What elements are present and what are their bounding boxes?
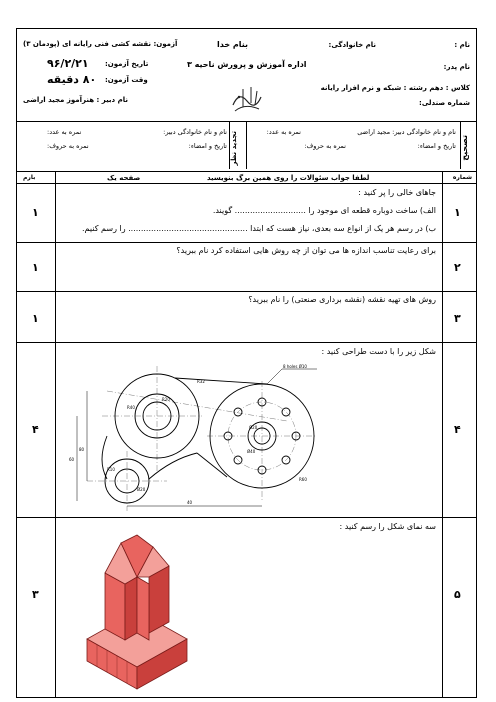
exam-sheet [16, 28, 477, 698]
question-line: الف) ساخت دوباره قطعه ای موجود را ............................ گویند. [212, 206, 436, 215]
dim-label: Ø40 [247, 449, 256, 454]
iso-tower-left [105, 573, 125, 640]
question-score: ۱ [32, 206, 39, 219]
family-label: نام خانوادگی: [328, 41, 376, 49]
question-score: ۱ [32, 312, 39, 325]
name-label: نام : [454, 41, 470, 49]
question-score: ۳ [32, 588, 39, 601]
first-date: تاریخ و امضاء: [417, 142, 456, 150]
second-date: تاریخ و امضاء: [188, 142, 227, 150]
dim-label: R60 [299, 477, 307, 482]
isometric-object [67, 529, 207, 694]
question-line: سه نمای شکل را رسم کنید : [339, 522, 436, 531]
exam-title: آزمون: نقشه کشی فنی رایانه ای (پودمان ۳) [23, 40, 178, 48]
calligraphy-logo [229, 85, 265, 115]
second-teacher: نام و نام خانوادگی دبیر: [163, 128, 227, 136]
first-grading-label: تصحیح [460, 135, 469, 161]
first-teacher: نام و نام خانوادگی دبیر: مجید اراضی [357, 128, 456, 136]
column-row-number: شماره [452, 174, 472, 181]
class-label: کلاس : دهم رشته : شبکه و نرم افزار رایانه [320, 84, 470, 92]
office-name: اداره آموزش و پرورش ناحیه ۳ [187, 60, 307, 69]
exam-time-label: وقت آزمون: [105, 76, 148, 84]
second-grading-label: تجدید نظر [230, 131, 238, 166]
iso-tower-right [149, 566, 169, 633]
dim-label: R20 [162, 397, 170, 402]
instruction: لطفا جواب سئوالات را روی همین برگ بنویسید [207, 174, 370, 182]
question-score: ۱ [32, 261, 39, 274]
dim-label: 60 [69, 457, 75, 462]
question-line: روش های تهیه نقشه (نقشه برداری صنعتی) را نام ببرید؟ [248, 295, 436, 304]
dim-label: R32 [197, 379, 205, 384]
bismillah: بنام خدا [217, 40, 249, 49]
question-score: ۴ [32, 423, 39, 436]
box-number-label: شماره صندلی: [419, 99, 470, 107]
question-line: ب) در رسم هر یک از انواع سه بعدی، نیاز هست که ابتدا ............................................... را رسم کنیم. [82, 224, 436, 233]
second-score-word: نمره به حروف: [47, 142, 89, 150]
dim-label: Ø20 [249, 425, 258, 430]
question-number: ۵ [454, 588, 461, 601]
teacher-label: نام دبیر : هنرآموز مجید اراضی [23, 96, 128, 104]
first-score-word: نمره به حروف: [304, 142, 346, 150]
dim-label: R10 [107, 467, 115, 472]
question-line: برای رعایت تناسب اندازه ها می توان از چه روش هایی استفاده کرد نام ببرید؟ [176, 246, 436, 255]
exam-date: ۹۶/۲/۲۱ [47, 57, 89, 70]
dim-label: 80 [79, 447, 85, 452]
first-score-num: نمره به عدد: [266, 128, 301, 136]
exam-time: ۸۰ دقیقه [47, 73, 97, 86]
page-number: صفحه یک [107, 174, 141, 182]
question-line: جاهای خالی را پر کنید : [358, 188, 436, 197]
second-score-num: نمره به عدد: [47, 128, 82, 136]
father-label: نام پدر: [443, 63, 470, 71]
dim-label: R40 [127, 405, 135, 410]
question-number: ۱ [454, 206, 461, 219]
holes-note: 8 holes Ø10 [283, 364, 307, 369]
iso-tower-left-side [125, 577, 137, 640]
exam-date-label: تاریخ آزمون: [105, 60, 149, 68]
dim-label: 40 [187, 500, 193, 505]
dim-label: Ø20 [137, 487, 146, 492]
iso-tower-center [137, 577, 149, 640]
question-line: شکل زیر را با دست طراحی کنید : [321, 347, 436, 356]
grading-block [17, 121, 476, 169]
question-number: ۴ [454, 423, 461, 436]
technical-drawing [67, 361, 327, 511]
question-number: ۳ [454, 312, 461, 325]
column-score: بارم [23, 174, 36, 181]
question-number: ۲ [454, 261, 461, 274]
